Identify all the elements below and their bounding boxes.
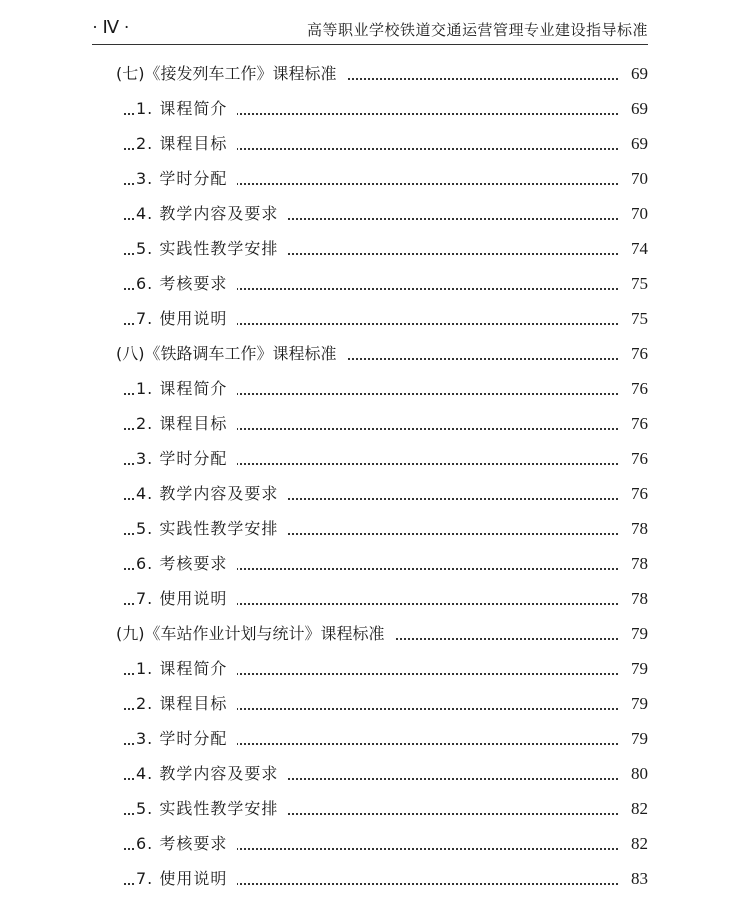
- toc-entry-title: 4. 教学内容及要求: [136, 196, 288, 231]
- toc-entry-title: 2. 课程目标: [136, 686, 237, 721]
- toc-entry-title: (九)《车站作业计划与统计》课程标准: [116, 616, 395, 651]
- toc-entry-title: 7. 使用说明: [136, 301, 237, 336]
- toc-item-entry[interactable]: [124, 231, 648, 266]
- toc-entry-title: 5. 实践性教学安排: [136, 791, 288, 826]
- toc-item-entry[interactable]: [124, 511, 648, 546]
- toc-entry-title: 4. 教学内容及要求: [136, 476, 288, 511]
- toc-entry-page: 80: [622, 756, 648, 791]
- toc-entry-page: 69: [622, 56, 648, 91]
- toc-item-entry[interactable]: [124, 196, 648, 231]
- toc-item-entry[interactable]: [124, 91, 648, 126]
- toc-entry-title: 7. 使用说明: [136, 581, 237, 616]
- running-title: 高等职业学校铁道交通运营管理专业建设指导标准: [306, 21, 648, 39]
- toc-item-entry[interactable]: [124, 126, 648, 161]
- toc-item-entry[interactable]: [124, 301, 648, 336]
- toc-entry-title: 3. 学时分配: [136, 721, 237, 756]
- toc-item-entry[interactable]: [124, 686, 648, 721]
- toc-entry-title: 3. 学时分配: [136, 441, 237, 476]
- toc-entry-page: 79: [622, 616, 648, 651]
- toc-entry-page: 74: [622, 231, 648, 266]
- toc-entry-page: 75: [622, 266, 648, 301]
- toc-item-entry[interactable]: [124, 546, 648, 581]
- toc-entry-title: 5. 实践性教学安排: [136, 511, 288, 546]
- toc-item-entry[interactable]: [124, 476, 648, 511]
- toc-entry-page: 82: [622, 791, 648, 826]
- toc-item-entry[interactable]: [124, 371, 648, 406]
- toc-entry-title: 6. 考核要求: [136, 826, 237, 861]
- toc-item-entry[interactable]: [124, 651, 648, 686]
- toc-item-entry[interactable]: [124, 581, 648, 616]
- toc-section-entry[interactable]: [116, 616, 648, 651]
- toc-entry-page: 69: [622, 126, 648, 161]
- toc-entry-page: 70: [622, 161, 648, 196]
- toc-entry-title: (七)《接发列车工作》课程标准: [116, 56, 347, 91]
- toc-entry-title: 1. 课程简介: [136, 91, 237, 126]
- toc-entry-page: 75: [622, 301, 648, 336]
- toc-item-entry[interactable]: [124, 441, 648, 476]
- page-number-roman: · Ⅳ ·: [92, 17, 130, 37]
- toc-entry-title: 2. 课程目标: [136, 406, 237, 441]
- toc-item-entry[interactable]: [124, 861, 648, 896]
- toc-entry-page: 76: [622, 441, 648, 476]
- toc-entry-page: 78: [622, 581, 648, 616]
- table-of-contents: [116, 56, 648, 896]
- toc-entry-title: 1. 课程简介: [136, 651, 237, 686]
- toc-entry-title: 1. 课程简介: [136, 371, 237, 406]
- toc-entry-page: 79: [622, 721, 648, 756]
- toc-item-entry[interactable]: [124, 721, 648, 756]
- toc-entry-page: 70: [622, 196, 648, 231]
- toc-entry-title: 5. 实践性教学安排: [136, 231, 288, 266]
- toc-entry-page: 76: [622, 476, 648, 511]
- toc-entry-title: 6. 考核要求: [136, 266, 237, 301]
- toc-item-entry[interactable]: [124, 756, 648, 791]
- toc-entry-page: 79: [622, 686, 648, 721]
- toc-item-entry[interactable]: [124, 791, 648, 826]
- toc-item-entry[interactable]: [124, 406, 648, 441]
- toc-entry-title: 3. 学时分配: [136, 161, 237, 196]
- toc-entry-title: 7. 使用说明: [136, 861, 237, 896]
- running-header: [92, 14, 648, 45]
- toc-section-entry[interactable]: [116, 56, 648, 91]
- toc-section-entry[interactable]: [116, 336, 648, 371]
- toc-entry-title: 2. 课程目标: [136, 126, 237, 161]
- toc-item-entry[interactable]: [124, 266, 648, 301]
- toc-entry-page: 69: [622, 91, 648, 126]
- toc-entry-page: 83: [622, 861, 648, 896]
- toc-item-entry[interactable]: [124, 161, 648, 196]
- toc-entry-page: 78: [622, 511, 648, 546]
- toc-item-entry[interactable]: [124, 826, 648, 861]
- toc-entry-page: 82: [622, 826, 648, 861]
- toc-entry-title: (八)《铁路调车工作》课程标准: [116, 336, 347, 371]
- toc-entry-title: 4. 教学内容及要求: [136, 756, 288, 791]
- toc-entry-page: 79: [622, 651, 648, 686]
- toc-entry-page: 76: [622, 371, 648, 406]
- toc-entry-page: 76: [622, 336, 648, 371]
- toc-entry-page: 76: [622, 406, 648, 441]
- toc-entry-page: 78: [622, 546, 648, 581]
- toc-entry-title: 6. 考核要求: [136, 546, 237, 581]
